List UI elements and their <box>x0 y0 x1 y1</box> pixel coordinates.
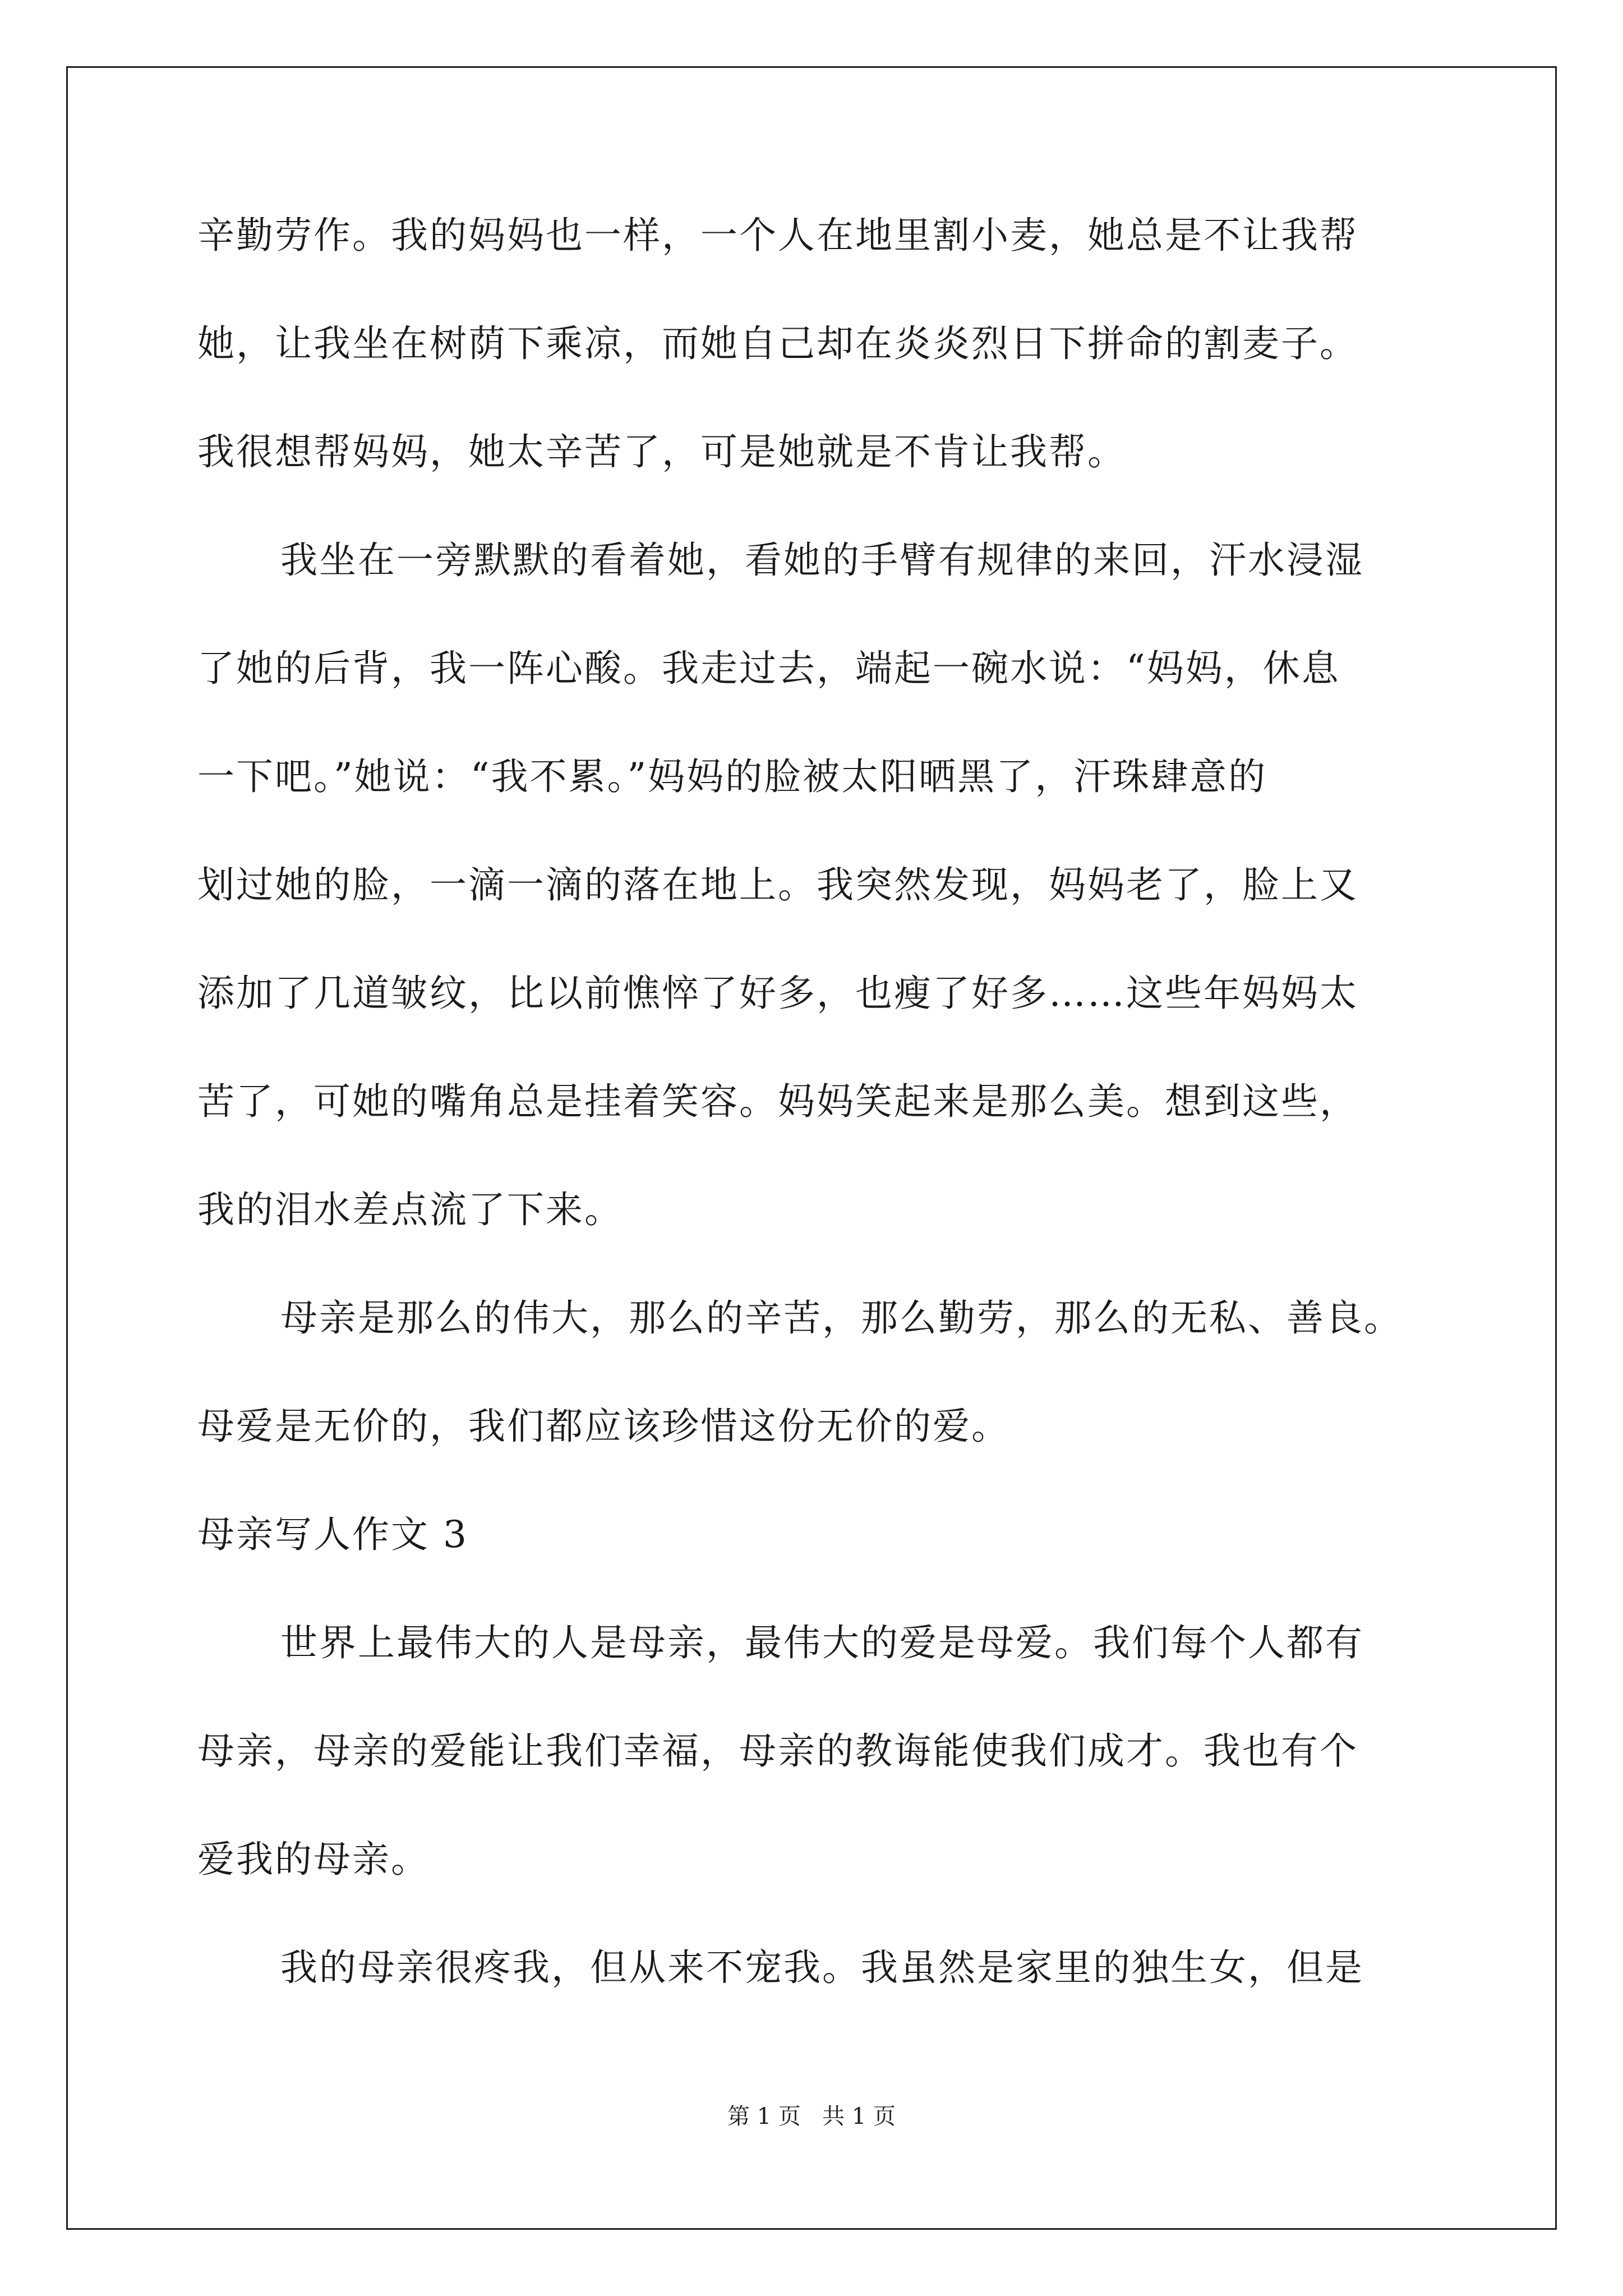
paragraph-start-line: 母亲是那么的伟大，那么的辛苦，那么勤劳，那么的无私、善良。 <box>280 1296 1403 1340</box>
text-line: 母爱是无价的，我们都应该珍惜这份无价的爱。 <box>197 1405 1010 1448</box>
text-line: 爱我的母亲。 <box>197 1838 430 1881</box>
paragraph-start-line: 我坐在一旁默默的看着她，看她的手臂有规律的来回，汗水浸湿 <box>280 539 1364 582</box>
section-heading: 母亲写人作文 3 <box>197 1513 468 1556</box>
text-line: 辛勤劳作。我的妈妈也一样，一个人在地里割小麦，她总是不让我帮 <box>197 214 1358 257</box>
text-line: 添加了几道皱纹，比以前憔悴了好多，也瘦了好多……这些年妈妈太 <box>197 972 1358 1015</box>
paragraph-start-line: 我的母亲很疼我，但从来不宠我。我虽然是家里的独生女，但是 <box>280 1946 1364 1989</box>
paragraph-start-line: 世界上最伟大的人是母亲，最伟大的爱是母爱。我们每个人都有 <box>280 1621 1364 1664</box>
text-line: 了她的后背，我一阵心酸。我走过去，端起一碗水说：“妈妈，休息 <box>197 647 1340 690</box>
page-footer <box>0 2102 1623 2131</box>
text-line: 我很想帮妈妈，她太辛苦了，可是她就是不肯让我帮。 <box>197 430 1126 473</box>
text-line: 一下吧。”她说：“我不累。”妈妈的脸被太阳晒黑了，汗珠肆意的 <box>197 755 1267 798</box>
page-border <box>66 66 1557 2230</box>
text-line: 苦了，可她的嘴角总是挂着笑容。妈妈笑起来是那么美。想到这些， <box>197 1080 1358 1123</box>
text-line: 我的泪水差点流了下来。 <box>197 1188 623 1231</box>
text-line: 母亲，母亲的爱能让我们幸福，母亲的教诲能使我们成才。我也有个 <box>197 1729 1358 1773</box>
text-line: 她，让我坐在树荫下乘凉，而她自己却在炎炎烈日下拼命的割麦子。 <box>197 322 1358 365</box>
page-number: 第 1 页 共 1 页 <box>727 2104 896 2129</box>
text-line: 划过她的脸，一滴一滴的落在地上。我突然发现，妈妈老了，脸上又 <box>197 863 1358 907</box>
